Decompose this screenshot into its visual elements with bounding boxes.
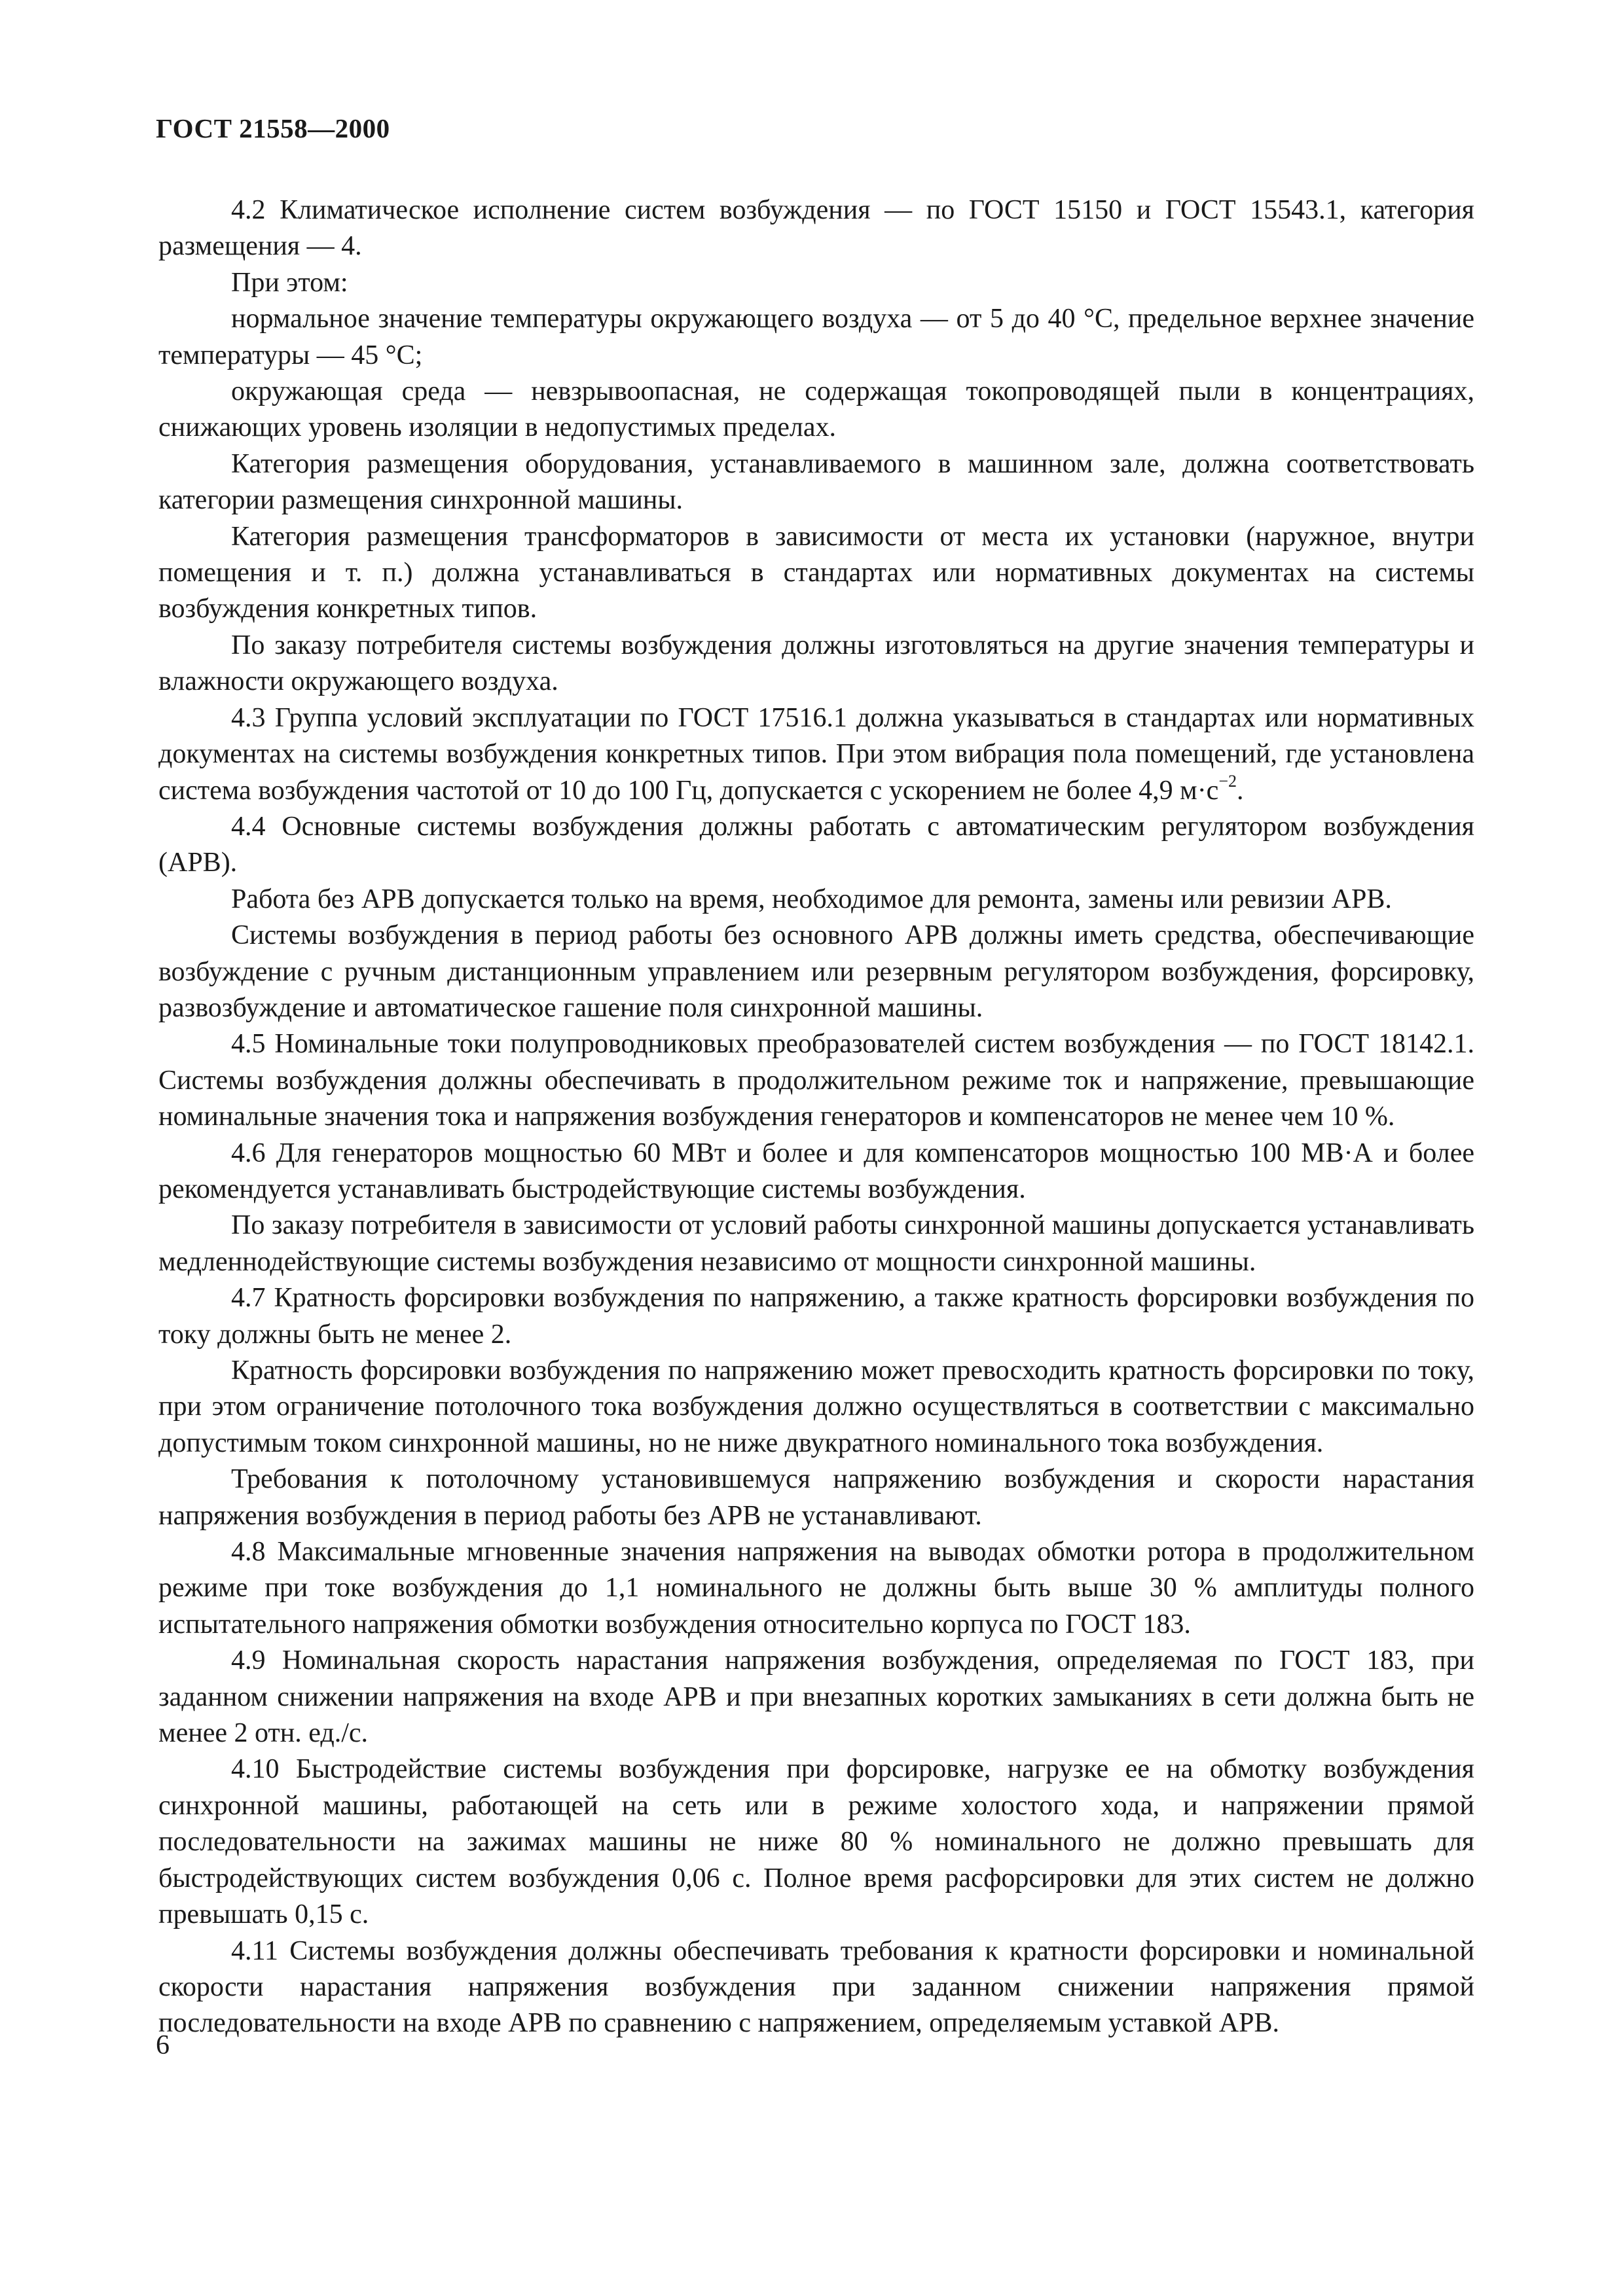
paragraph-no-arv: Работа без АРВ допускается только на время, необходимое для ремонта, замены или ревизии АРВ.: [231, 884, 1392, 914]
paragraph-intro: При этом:: [231, 267, 348, 298]
standard-header: ГОСТ 21558—2000: [156, 113, 390, 143]
acceleration-exponent: −2: [1218, 771, 1237, 791]
paragraph-slow-systems: По заказу потребителя в зависимости от условий работы синхронной машины допускается устанавливать медленнодействующие системы возбуждения независимо от мощности синхронной машины.: [158, 1210, 1474, 1277]
paragraph-4-9: 4.9 Номинальная скорость нарастания напряжения возбуждения, определяемая по ГОСТ 183, при заданном снижении напряжения на входе АРВ и при внезапных коротких замыканиях в сети должна быть не менее 2 отн. ед./с.: [158, 1645, 1474, 1749]
paragraph-4-4: 4.4 Основные системы возбуждения должны работать с автоматическим регулятором возбуждения (АРВ).: [158, 811, 1474, 878]
paragraph-4-3: [158, 700, 1474, 809]
paragraph-backup-means: Системы возбуждения в период работы без основного АРВ должны иметь средства, обеспечивающие возбуждение с ручным дистанционным управлением или резервным регулятором возбуждения, форсировку, развозбуждение и автоматическое гашение поля синхронной машины.: [158, 920, 1474, 1023]
paragraph-forcing-ratio: Кратность форсировки возбуждения по напряжению может превосходить кратность форсировки по току, при этом ограничение потолочного тока возбуждения должно осуществляться в соответствии с максимально допустимым током синхронной машины, но не ниже двукратного номинального тока возбуждения.: [158, 1355, 1474, 1458]
paragraph-customer-order: По заказу потребителя системы возбуждения должны изготовляться на другие значения температуры и влажности окружающего воздуха.: [158, 630, 1474, 697]
paragraph-4-5: 4.5 Номинальные токи полупроводниковых преобразователей систем возбуждения — по ГОСТ 18142.1. Системы возбуждения должны обеспечивать в продолжительном режиме ток и напряжение, превышающие номинальные значения тока и напряжения возбуждения генераторов и компенсаторов не менее чем 10 %.: [158, 1029, 1474, 1132]
paragraph-4-10: 4.10 Быстродействие системы возбуждения при форсировке, нагрузке ее на обмотку возбуждения синхронной машины, работающей на сеть или в режиме холостого хода, и напряжении прямой последовательности на зажимах машины не ниже 80 % номинального не должно превышать для быстродействующих систем возбуждения 0,06 с. Полное время расфорсировки для этих систем не должно превышать 0,15 с.: [158, 1754, 1474, 1930]
paragraph-environment: окружающая среда — невзрывоопасная, не содержащая токопроводящей пыли в концентрациях, снижающих уровень изоляции в недопустимых пределах.: [158, 376, 1474, 443]
paragraph-transformers: Категория размещения трансформаторов в зависимости от места их установки (наружное, внутри помещения и т. п.) должна устанавливаться в стандартах или нормативных документах на системы возбуждения конкретных типов.: [158, 521, 1474, 624]
document-body: [158, 192, 1474, 2042]
page-number: 6: [156, 2030, 170, 2060]
paragraph-4-3-end: .: [1237, 775, 1244, 806]
paragraph-4-7: 4.7 Кратность форсировки возбуждения по напряжению, а также кратность форсировки возбуждения по току должны быть не менее 2.: [158, 1283, 1474, 1350]
paragraph-4-2: 4.2 Климатическое исполнение систем возбуждения — по ГОСТ 15150 и ГОСТ 15543.1, категория размещения — 4.: [158, 195, 1474, 262]
paragraph-machine-hall: Категория размещения оборудования, устанавливаемого в машинном зале, должна соответствовать категории размещения синхронной машины.: [158, 448, 1474, 516]
paragraph-4-8: 4.8 Максимальные мгновенные значения напряжения на выводах обмотки ротора в продолжительном режиме при токе возбуждения до 1,1 номинального не должны быть выше 30 % амплитуды полного испытательного напряжения обмотки возбуждения относительно корпуса по ГОСТ 183.: [158, 1537, 1474, 1640]
paragraph-temperature: нормальное значение температуры окружающего воздуха — от 5 до 40 °C, предельное верхнее значение температуры — 45 °C;: [158, 304, 1474, 370]
paragraph-4-3-text: 4.3 Группа условий эксплуатации по ГОСТ 17516.1 должна указываться в стандартах или нормативных документах на системы возбуждения конкретных типов. При этом вибрация пола помещений, где установлена система возбуждения частотой от 10 до 100 Гц, допускается с ускорением не более 4,9 м·с: [158, 702, 1474, 806]
paragraph-4-6: 4.6 Для генераторов мощностью 60 МВт и более и для компенсаторов мощностью 100 МВ·А и более рекомендуется устанавливать быстродействующие системы возбуждения.: [158, 1138, 1474, 1204]
paragraph-4-11: 4.11 Системы возбуждения должны обеспечивать требования к кратности форсировки и номинальной скорости нарастания напряжения возбуждения при заданном снижении напряжения прямой последовательности на входе АРВ по сравнению с напряжением, определяемым уставкой АРВ.: [158, 1935, 1474, 2039]
paragraph-ceiling-voltage: Требования к потолочному установившемуся напряжению возбуждения и скорости нарастания напряжения возбуждения в период работы без АРВ не устанавливают.: [158, 1464, 1474, 1531]
